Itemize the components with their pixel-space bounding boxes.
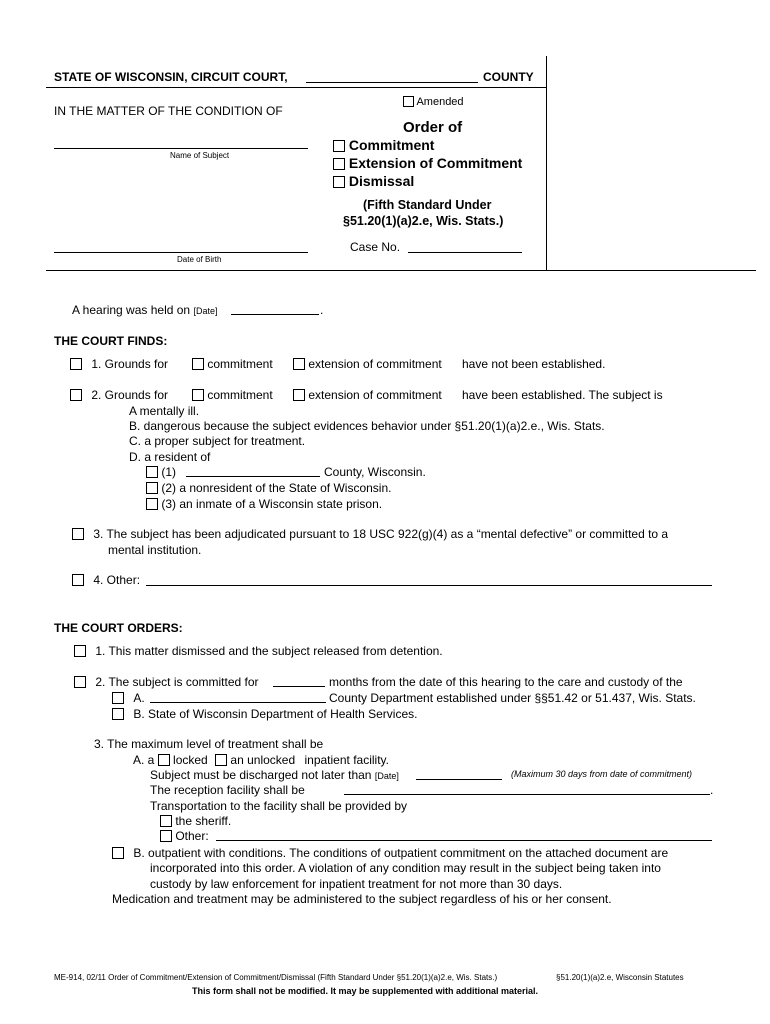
dismissal-checkbox[interactable] bbox=[333, 176, 345, 188]
dob-field[interactable] bbox=[54, 252, 308, 253]
medication-statement: Medication and treatment may be administered to the subject regardless of his or her consent. bbox=[112, 892, 612, 906]
header-bottom-divider bbox=[46, 270, 756, 271]
extension-label: Extension of Commitment bbox=[348, 155, 523, 171]
finding-2-d1-suffix: County, Wisconsin. bbox=[324, 465, 426, 479]
order-2-b-checkbox[interactable] bbox=[112, 708, 124, 720]
name-caption: Name of Subject bbox=[170, 151, 230, 160]
finding-4-label: 4. Other: bbox=[93, 573, 141, 587]
order-2 bbox=[74, 675, 259, 689]
finding-2-d3 bbox=[146, 497, 382, 511]
dob-caption: Date of Birth bbox=[177, 255, 222, 264]
finding-2-a: A mentally ill. bbox=[129, 404, 200, 418]
commitment-option bbox=[333, 137, 434, 153]
form-notice: This form shall not be modified. It may be supplemented with additional material. bbox=[192, 986, 539, 996]
order-2-a bbox=[112, 691, 145, 705]
finding-2-d: D. a resident of bbox=[129, 450, 211, 464]
discharge-line bbox=[150, 768, 399, 782]
finding-1-commitment-label: commitment bbox=[207, 357, 273, 371]
order-3: 3. The maximum level of treatment shall be bbox=[94, 737, 324, 751]
commitment-label: Commitment bbox=[348, 137, 435, 153]
order-2-checkbox[interactable] bbox=[74, 676, 86, 688]
matter-label: IN THE MATTER OF THE CONDITION OF bbox=[54, 104, 283, 118]
order-1 bbox=[74, 644, 443, 658]
statute-reference: §51.20(1)(a)2.e, Wisconsin Statutes bbox=[556, 973, 684, 982]
locked-checkbox[interactable] bbox=[158, 754, 170, 766]
finding-2-d2-checkbox[interactable] bbox=[146, 482, 158, 494]
finding-2-suffix: have been established. The subject is bbox=[462, 388, 663, 402]
findings-heading: THE COURT FINDS: bbox=[54, 334, 168, 348]
sheriff-label: the sheriff. bbox=[175, 814, 232, 828]
case-no-label: Case No. bbox=[350, 240, 401, 254]
subject-name-field[interactable] bbox=[54, 148, 308, 149]
outpatient-checkbox[interactable] bbox=[112, 847, 124, 859]
amended-option bbox=[403, 96, 464, 108]
reception-field[interactable] bbox=[344, 794, 710, 795]
header-vertical-divider bbox=[546, 56, 547, 270]
finding-2-b: B. dangerous because the subject evidences behavior under §51.20(1)(a)2.e., Wis. Stats. bbox=[129, 419, 605, 433]
order-2-months-field[interactable] bbox=[273, 686, 325, 687]
order-1-label: 1. This matter dismissed and the subject released from detention. bbox=[95, 644, 443, 658]
finding-2-extension-label: extension of commitment bbox=[308, 388, 442, 402]
finding-2-d1-county-field[interactable] bbox=[186, 476, 320, 477]
discharge-note: (Maximum 30 days from date of commitment) bbox=[511, 769, 693, 779]
finding-2-commitment bbox=[192, 388, 273, 402]
inpatient-label: inpatient facility. bbox=[304, 753, 389, 767]
order-2-suffix: months from the date of this hearing to the care and custody of the bbox=[329, 675, 683, 689]
finding-1-commitment-checkbox[interactable] bbox=[192, 358, 204, 370]
finding-3-checkbox[interactable] bbox=[72, 528, 84, 540]
finding-1 bbox=[70, 357, 168, 371]
orders-heading: THE COURT ORDERS: bbox=[54, 621, 183, 635]
finding-2-commitment-label: commitment bbox=[207, 388, 273, 402]
finding-1-extension bbox=[293, 357, 442, 371]
finding-3-line2: mental institution. bbox=[108, 543, 202, 557]
order-2-b-label: B. State of Wisconsin Department of Health Services. bbox=[133, 707, 418, 721]
transport-other-field[interactable] bbox=[216, 840, 712, 841]
finding-2-d3-label: (3) an inmate of a Wisconsin state prison. bbox=[161, 497, 383, 511]
finding-2-d1-checkbox[interactable] bbox=[146, 466, 158, 478]
order-2-a-checkbox[interactable] bbox=[112, 692, 124, 704]
order-3-a-prefix: A. a bbox=[133, 753, 155, 767]
order-3-a bbox=[133, 753, 389, 767]
finding-2 bbox=[70, 388, 168, 402]
transport-other-checkbox[interactable] bbox=[160, 830, 172, 842]
finding-1-prefix: 1. Grounds for bbox=[91, 357, 169, 371]
hearing-line bbox=[72, 303, 217, 317]
transport-label: Transportation to the facility shall be provided by bbox=[150, 799, 408, 813]
reception-suffix: . bbox=[710, 783, 714, 797]
finding-2-d1 bbox=[146, 465, 176, 479]
locked-label: locked bbox=[173, 753, 208, 767]
sheriff-checkbox[interactable] bbox=[160, 815, 172, 827]
finding-2-checkbox[interactable] bbox=[70, 389, 82, 401]
discharge-date-field[interactable] bbox=[416, 779, 502, 780]
finding-3-line1: 3. The subject has been adjudicated pursuant to 18 USC 922(g)(4) as a “mental defective” or committed to a bbox=[93, 527, 669, 541]
finding-2-d3-checkbox[interactable] bbox=[146, 498, 158, 510]
discharge-prefix: Subject must be discharged not later than bbox=[150, 768, 372, 782]
finding-2-d2-label: (2) a nonresident of the State of Wisconsin. bbox=[161, 481, 392, 495]
amended-checkbox[interactable] bbox=[403, 96, 414, 107]
hearing-prefix: A hearing was held on bbox=[72, 303, 191, 317]
finding-2-c: C. a proper subject for treatment. bbox=[129, 434, 306, 448]
extension-option bbox=[333, 155, 522, 171]
order-title: Order of bbox=[403, 119, 463, 136]
county-field[interactable] bbox=[306, 82, 478, 83]
finding-2-prefix: 2. Grounds for bbox=[91, 388, 169, 402]
order-2-b bbox=[112, 707, 417, 721]
order-2-a-suffix: County Department established under §§51.42 or 51.437, Wis. Stats. bbox=[329, 691, 696, 705]
finding-4-checkbox[interactable] bbox=[72, 574, 84, 586]
order-2-prefix: 2. The subject is committed for bbox=[95, 675, 259, 689]
standard-line2: §51.20(1)(a)2.e, Wis. Stats.) bbox=[343, 214, 504, 228]
amended-label: Amended bbox=[416, 96, 464, 108]
finding-2-d2 bbox=[146, 481, 391, 495]
outpatient-option bbox=[112, 846, 668, 860]
commitment-checkbox[interactable] bbox=[333, 140, 345, 152]
discharge-date-label: [Date] bbox=[374, 771, 399, 781]
case-no-field[interactable] bbox=[408, 252, 522, 253]
dismissal-label: Dismissal bbox=[348, 173, 415, 189]
header-divider bbox=[46, 87, 546, 88]
finding-1-commitment bbox=[192, 357, 273, 371]
finding-1-extension-checkbox[interactable] bbox=[293, 358, 305, 370]
county-label: COUNTY bbox=[483, 70, 534, 84]
hearing-date-label: [Date] bbox=[193, 306, 218, 316]
form-id: ME-914, 02/11 Order of Commitment/Extension of Commitment/Dismissal (Fifth Standard Under §51.20(1)(a)2.e, Wis. Stats.) bbox=[54, 973, 498, 982]
order-2-a-prefix: A. bbox=[133, 691, 145, 705]
reception-label: The reception facility shall be bbox=[150, 783, 305, 797]
finding-2-commitment-checkbox[interactable] bbox=[192, 389, 204, 401]
unlocked-checkbox[interactable] bbox=[215, 754, 227, 766]
outpatient-line2: incorporated into this order. A violation of any condition may result in the subject being taken into bbox=[150, 861, 661, 875]
transport-other-option bbox=[160, 829, 209, 843]
hearing-suffix: . bbox=[320, 303, 324, 317]
finding-4-other-field[interactable] bbox=[146, 585, 712, 586]
order-1-checkbox[interactable] bbox=[74, 645, 86, 657]
finding-1-suffix: have not been established. bbox=[462, 357, 606, 371]
outpatient-line3: custody by law enforcement for inpatient treatment for not more than 30 days. bbox=[150, 877, 563, 891]
finding-2-extension bbox=[293, 388, 442, 402]
outpatient-line1: B. outpatient with conditions. The conditions of outpatient commitment on the attached document are bbox=[133, 846, 669, 860]
transport-other-label: Other: bbox=[175, 829, 209, 843]
finding-3 bbox=[72, 527, 668, 541]
finding-4 bbox=[72, 573, 140, 587]
order-2-a-county-field[interactable] bbox=[150, 702, 326, 703]
hearing-date-field[interactable] bbox=[231, 314, 319, 315]
extension-checkbox[interactable] bbox=[333, 158, 345, 170]
finding-2-d1-prefix: (1) bbox=[161, 465, 177, 479]
finding-1-extension-label: extension of commitment bbox=[308, 357, 442, 371]
standard-line1: (Fifth Standard Under bbox=[363, 198, 492, 212]
sheriff-option bbox=[160, 814, 231, 828]
unlocked-label: an unlocked bbox=[230, 753, 296, 767]
finding-2-extension-checkbox[interactable] bbox=[293, 389, 305, 401]
court-label: STATE OF WISCONSIN, CIRCUIT COURT, bbox=[54, 70, 288, 84]
finding-1-checkbox[interactable] bbox=[70, 358, 82, 370]
dismissal-option bbox=[333, 173, 414, 189]
